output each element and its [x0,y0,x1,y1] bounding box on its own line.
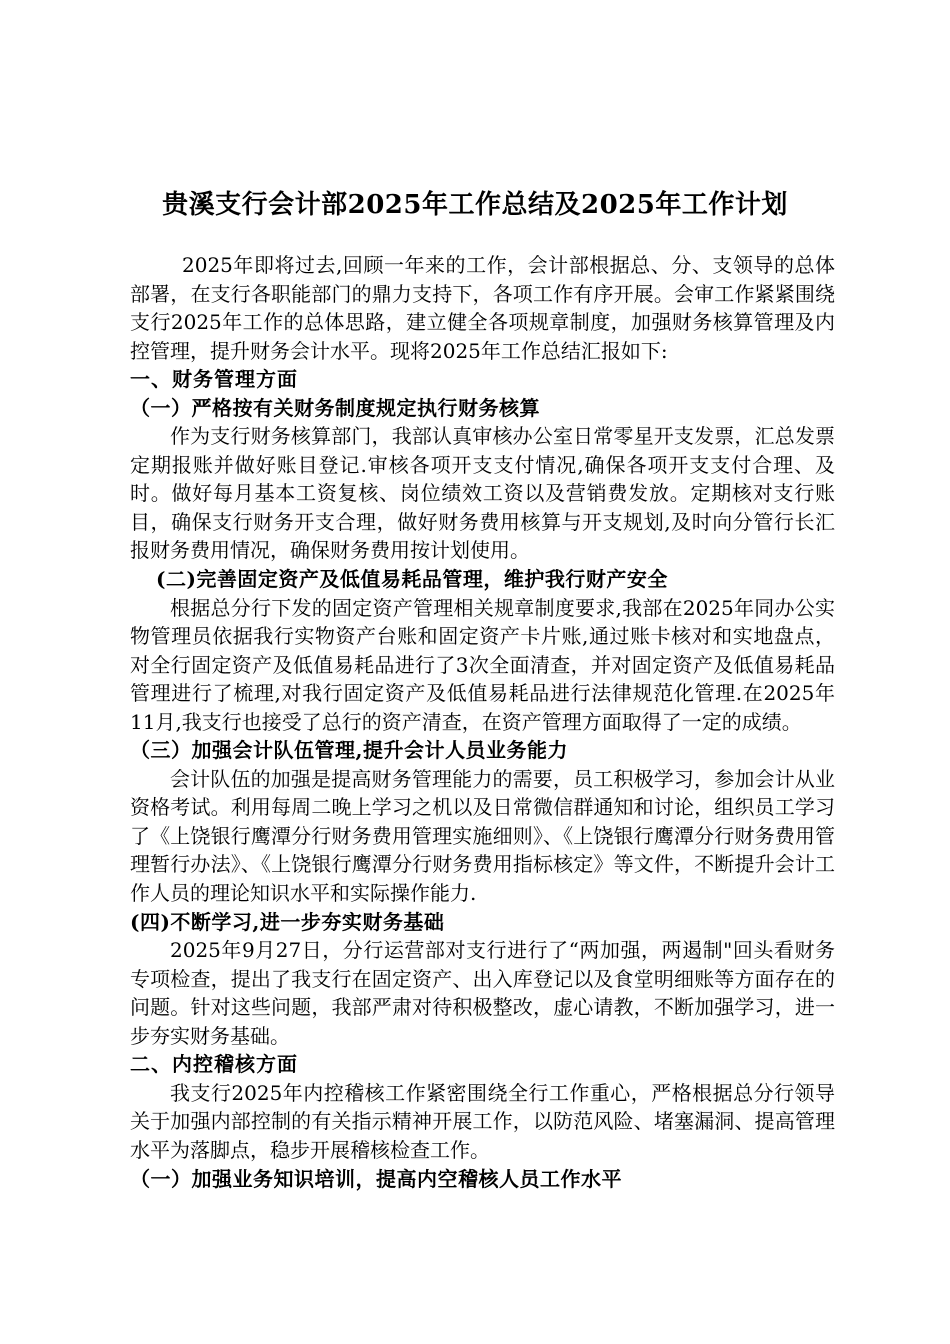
subsection-heading-learning: (四)不断学习,进一步夯实财务基础 [130,909,445,934]
subsection-heading-accounting: （一）严格按有关财务制度规定执行财务核算 [130,395,540,420]
subsection-heading-assets: (二)完善固定资产及低值易耗品管理，维护我行财产安全 [156,567,668,592]
subsection-paragraph-team: 会计队伍的加强是提高财务管理能力的需要，员工积极学习，参加会计从业资格考试。利用每周二晚上学习之机以及日常微信群通知和讨论，组织员工学习了《上饶银行鹰潭分行财务费用管理实施细则》、《上饶银行鹰潭分行财务费用管理暂行办法》、《上饶银行鹰潭分行财务费用指标核定》等文件，不断提升会计工作人员的理论知识水平和实际操作能力. [130,766,835,906]
document-body [130,251,835,1193]
subsection-paragraph-learning: 2025年9月27日，分行运营部对支行进行了“两加强，两遏制"回头看财务专项检查，提出了我支行在固定资产、出入库登记以及食堂明细账等方面存在的问题。针对这些问题，我部严肃对待积极整改，虚心请教，不断加强学习，进一步夯实财务基础。 [130,938,835,1048]
subsection-paragraph-assets: 根据总分行下发的固定资产管理相关规章制度要求,我部在2025年同办公实物管理员依据我行实物资产台账和固定资产卡片账,通过账卡核对和实地盘点，对全行固定资产及低值易耗品进行了3次全面清查，并对固定资产及低值易耗品管理进行了梳理,对我行固定资产及低值易耗品进行法律规范化管理.在2025年11月,我支行也接受了总行的资产清查，在资产管理方面取得了一定的成绩。 [130,595,835,734]
subsection-paragraph-accounting: 作为支行财务核算部门，我部认真审核办公室日常零星开支发票，汇总发票定期报账并做好账目登记.审核各项开支支付情况,确保各项开支支付合理、及时。做好每月基本工资复核、岗位绩效工资以及营销费发放。定期核对支行账目，确保支行财务开支合理，做好财务费用核算与开支规划,及时向分管行长汇报财务费用情况，确保财务费用按计划使用。 [130,424,835,563]
section-heading-internal-control: 二、内控稽核方面 [130,1052,298,1077]
document-title: 贵溪支行会计部2025年工作总结及2025年工作计划 [162,190,788,220]
subsection-heading-team: （三）加强会计队伍管理,提升会计人员业务能力 [130,738,568,763]
subsection-heading-training: （一）加强业务知识培训，提高内空稽核人员工作水平 [130,1166,622,1191]
section-heading-finance: 一、财务管理方面 [130,367,298,392]
section-paragraph-internal-control: 我支行2025年内控稽核工作紧密围绕全行工作重心，严格根据总分行领导关于加强内部控制的有关指示精神开展工作，以防范风险、堵塞漏洞、提高管理水平为落脚点，稳步开展稽核检查工作。 [130,1080,835,1162]
intro-paragraph: 2025年即将过去,回顾一年来的工作，会计部根据总、分、支领导的总体部署，在支行各职能部门的鼎力支持下，各项工作有序开展。会审工作紧紧围绕支行2025年工作的总体思路，建立健全各项规章制度，加强财务核算管理及内控管理，提升财务会计水平。现将2025年工作总结汇报如下: [130,253,835,363]
